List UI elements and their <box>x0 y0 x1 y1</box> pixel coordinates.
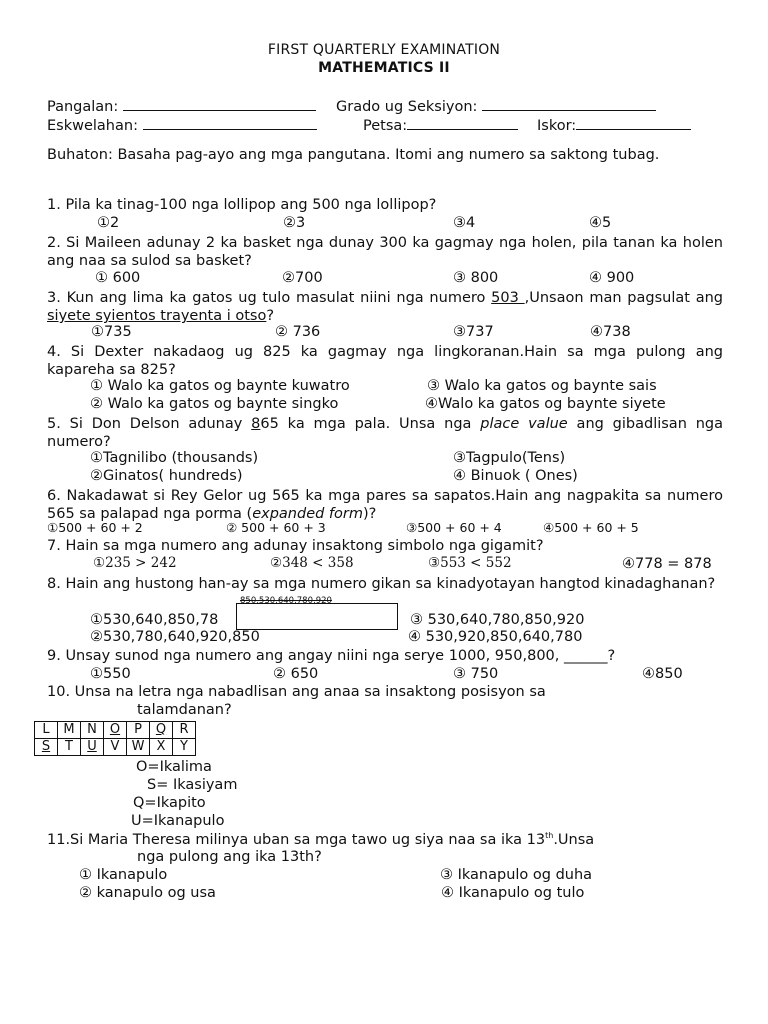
q6-text-2: )? <box>363 506 377 522</box>
question-10-cont: talamdanan? <box>137 702 232 718</box>
q8-option-2[interactable]: ②530,780,640,920,850 <box>90 629 260 645</box>
question-11-cont: nga pulong ang ika 13th? <box>137 849 322 865</box>
exam-subject: MATHEMATICS II <box>318 60 450 76</box>
question-4: 4. Si Dexter nakadaog ug 825 ka gagmay nga lingkoranan.Hain sa mga pulong ang kapareha sa 825? <box>47 344 723 378</box>
q11-option-4[interactable]: ④ Ikanapulo og tulo <box>441 885 585 901</box>
q9-option-4[interactable]: ④850 <box>642 666 683 682</box>
q9-option-1[interactable]: ①550 <box>90 666 131 682</box>
question-11 <box>47 832 594 847</box>
q11-option-1[interactable]: ① Ikanapulo <box>79 867 168 883</box>
q6-option-1[interactable]: ①500 + 60 + 2 <box>47 520 143 535</box>
q7-option-2[interactable]: ②348 < 358 <box>270 555 354 571</box>
q11-option-2[interactable]: ② kanapulo og usa <box>79 885 216 901</box>
question-10: 10. Unsa na letra nga nabadlisan ang anaa sa insaktong posisyon sa <box>47 684 546 700</box>
table-row <box>35 739 196 756</box>
question-6 <box>47 487 723 523</box>
letter-cell-underlined: S <box>35 739 58 756</box>
date-label: Petsa: <box>363 118 408 134</box>
score-blank[interactable] <box>576 116 691 130</box>
q5-place-value: place value <box>480 416 568 432</box>
date-field[interactable] <box>363 116 518 134</box>
q5-option-1[interactable]: ①Tagnilibo (thousands) <box>90 450 259 466</box>
q6-option-4[interactable]: ④500 + 60 + 5 <box>543 520 639 535</box>
q8-option-4[interactable]: ④ 530,920,850,640,780 <box>408 629 583 645</box>
name-field[interactable] <box>47 97 316 115</box>
q3-phrase: siyete syientos trayenta i otso <box>47 308 267 324</box>
q8-answer-box[interactable] <box>236 603 398 630</box>
letter-cell: P <box>127 722 150 739</box>
school-field[interactable] <box>47 116 317 134</box>
q5-option-3[interactable]: ③Tagpulo(Tens) <box>453 450 566 466</box>
q1-option-2[interactable]: ②3 <box>283 215 306 231</box>
letter-cell-underlined: U <box>81 739 104 756</box>
date-blank[interactable] <box>407 116 518 130</box>
q3-option-1[interactable]: ①735 <box>91 324 132 340</box>
school-blank[interactable] <box>143 116 317 130</box>
q6-expanded-form: expanded form <box>252 506 363 522</box>
q1-option-3[interactable]: ③4 <box>453 215 476 231</box>
q5-option-4[interactable]: ④ Binuok ( Ones) <box>453 468 578 484</box>
letter-cell: L <box>35 722 58 739</box>
question-7: 7. Hain sa mga numero ang adunay insaktong simbolo nga gigamit? <box>47 538 544 554</box>
name-label: Pangalan: <box>47 99 119 115</box>
q5-text-2: 65 ka mga pala. Unsa nga <box>260 416 481 432</box>
q1-option-4[interactable]: ④5 <box>589 215 612 231</box>
q10-choice-2[interactable]: S= Ikasiyam <box>147 777 238 793</box>
question-1: 1. Pila ka tinag-100 nga lollipop ang 500 nga lollipop? <box>47 197 437 213</box>
letter-position-table <box>34 721 196 756</box>
letter-cell-underlined: O <box>104 722 127 739</box>
question-8: 8. Hain ang hustong han-ay sa mga numero gikan sa kinadyotayan hangtod kinadaghanan? <box>47 576 716 592</box>
q3-option-4[interactable]: ④738 <box>590 324 631 340</box>
q5-digit: 8 <box>251 416 261 432</box>
q11-text-2: .Unsa <box>553 831 595 848</box>
table-row <box>35 722 196 739</box>
q5-option-2[interactable]: ②Ginatos( hundreds) <box>90 468 243 484</box>
question-9: 9. Unsay sunod nga numero ang angay niini nga serye 1000, 950,800, ______? <box>47 648 616 664</box>
q6-option-3[interactable]: ③500 + 60 + 4 <box>406 520 502 535</box>
q10-choice-4[interactable]: U=Ikanapulo <box>131 813 225 829</box>
grade-blank[interactable] <box>482 97 656 111</box>
score-label: Iskor: <box>537 118 577 134</box>
q4-option-3[interactable]: ③ Walo ka gatos og baynte sais <box>427 378 657 394</box>
q3-option-2[interactable]: ② 736 <box>275 324 321 340</box>
grade-label: Grado ug Seksiyon: <box>336 99 478 115</box>
q5-text-3: ang gibadlisan nga numero? <box>47 416 724 450</box>
grade-field[interactable] <box>336 97 656 115</box>
q4-option-2[interactable]: ② Walo ka gatos og baynte singko <box>90 396 339 412</box>
q8-stacked-numbers: 850,530,640,780,920 <box>240 596 332 606</box>
q4-option-4[interactable]: ④Walo ka gatos og baynte siyete <box>425 396 666 412</box>
q11-superscript: th <box>545 831 554 840</box>
q1-option-1[interactable]: ①2 <box>97 215 120 231</box>
score-field[interactable] <box>537 116 691 134</box>
q3-text-2: ,Unsaon man pagsulat ang <box>524 290 723 306</box>
question-5 <box>47 415 723 451</box>
question-3 <box>47 289 723 325</box>
letter-cell: M <box>58 722 81 739</box>
letter-cell-underlined: Q <box>150 722 173 739</box>
letter-cell: V <box>104 739 127 756</box>
q10-choice-1[interactable]: O=Ikalima <box>136 759 212 775</box>
q9-option-3[interactable]: ③ 750 <box>453 666 499 682</box>
q2-option-1[interactable]: ① 600 <box>95 270 141 286</box>
letter-cell: N <box>81 722 104 739</box>
q3-number: 503 <box>491 290 525 306</box>
q8-option-3[interactable]: ③ 530,640,780,850,920 <box>410 612 585 628</box>
q6-text: 6. Nakadawat si Rey Gelor ug 565 ka mga pares sa sapatos.Hain ang nagpakita sa numero 565 sa palapad nga porma ( <box>47 488 723 522</box>
q10-choice-3[interactable]: Q=Ikapito <box>133 795 206 811</box>
q3-text-3: ? <box>266 308 275 324</box>
q11-text: 11.Si Maria Theresa milinya uban sa mga tawo ug siya naa sa ika 13 <box>47 831 546 848</box>
name-blank[interactable] <box>123 97 316 111</box>
school-label: Eskwelahan: <box>47 118 138 134</box>
q7-option-1[interactable]: ①235 > 242 <box>93 555 177 571</box>
q9-option-2[interactable]: ② 650 <box>273 666 319 682</box>
exam-title: FIRST QUARTERLY EXAMINATION <box>267 42 501 58</box>
q4-option-1[interactable]: ① Walo ka gatos og baynte kuwatro <box>90 378 350 394</box>
q8-option-1[interactable]: ①530,640,850,78 <box>90 612 219 628</box>
instructions: Buhaton: Basaha pag-ayo ang mga pangutana. Itomi ang numero sa saktong tubag. <box>47 147 660 163</box>
q3-option-3[interactable]: ③737 <box>453 324 494 340</box>
q7-option-3[interactable]: ③553 < 552 <box>428 555 512 571</box>
letter-cell: Y <box>173 739 196 756</box>
q2-option-3[interactable]: ③ 800 <box>453 270 499 286</box>
q3-text: 3. Kun ang lima ka gatos ug tulo masulat niini nga numero <box>47 290 492 306</box>
q5-text: 5. Si Don Delson adunay <box>47 416 252 432</box>
letter-cell: R <box>173 722 196 739</box>
q2-option-2[interactable]: ②700 <box>282 270 323 286</box>
q7-option-4[interactable]: ④778 = 878 <box>622 556 712 572</box>
q6-option-2[interactable]: ② 500 + 60 + 3 <box>226 520 326 535</box>
question-2: 2. Si Maileen adunay 2 ka basket nga dunay 300 ka gagmay nga holen, pila tanan ka holen ang naa sa sulod sa basket? <box>47 235 723 269</box>
q2-option-4[interactable]: ④ 900 <box>589 270 635 286</box>
letter-cell: W <box>127 739 150 756</box>
letter-cell: X <box>150 739 173 756</box>
q11-option-3[interactable]: ③ Ikanapulo og duha <box>440 867 593 883</box>
letter-cell: T <box>58 739 81 756</box>
